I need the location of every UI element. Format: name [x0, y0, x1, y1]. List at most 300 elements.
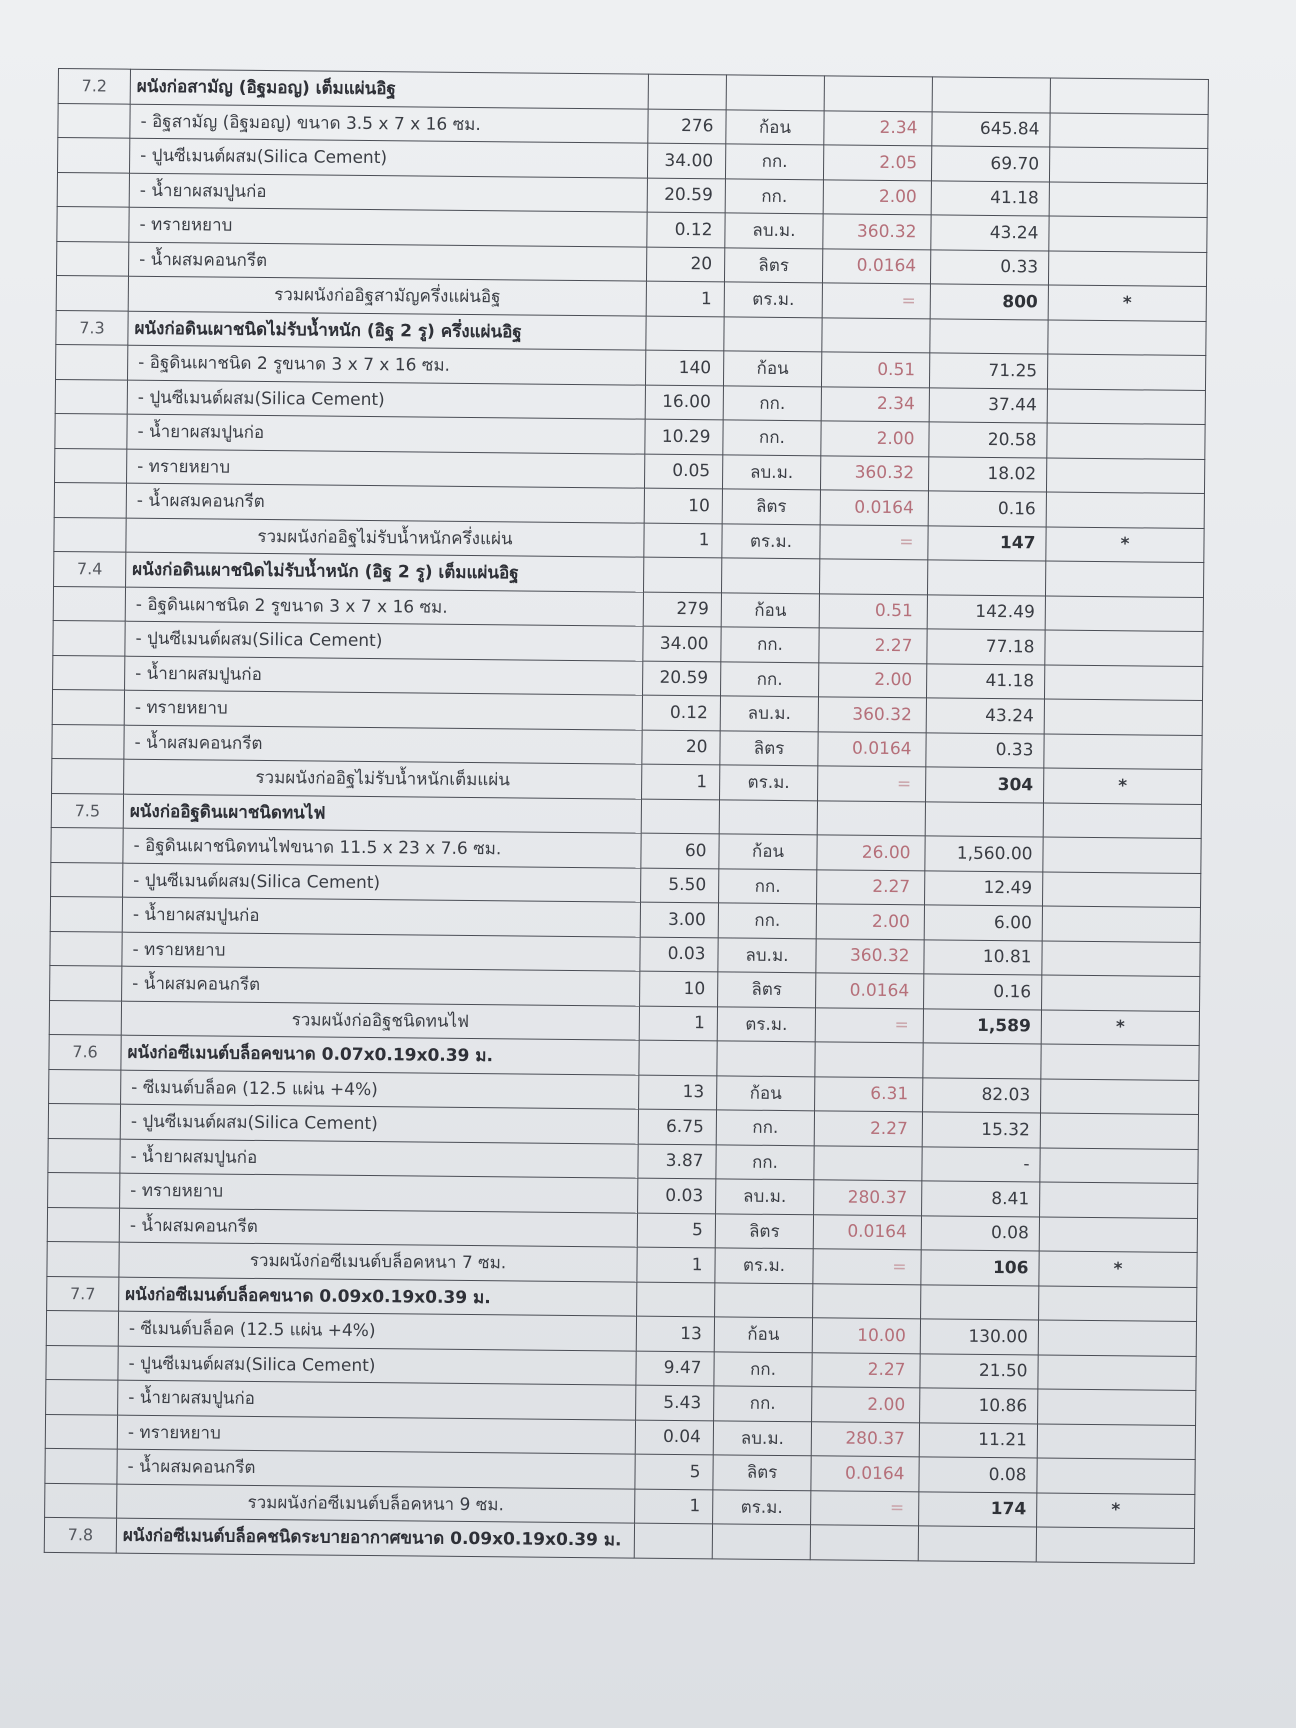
empty-cell	[1043, 802, 1201, 838]
unit-price: 360.32	[820, 455, 928, 491]
empty-cell	[53, 655, 125, 690]
empty-cell	[819, 559, 927, 595]
line-amount: 130.00	[920, 1319, 1038, 1355]
total-quantity: 1	[635, 1489, 713, 1524]
empty-cell	[824, 76, 932, 112]
material-description: - น้ำผสมคอนกรีต	[122, 966, 640, 1005]
unit-price: 2.00	[818, 662, 926, 698]
empty-cell	[1049, 216, 1207, 252]
material-quantity: 279	[643, 592, 721, 627]
material-unit: ลิตร	[713, 1455, 811, 1490]
empty-cell	[1041, 1044, 1199, 1080]
empty-cell	[1045, 596, 1203, 632]
cost-table-sheet	[44, 68, 1208, 1563]
empty-cell	[53, 620, 125, 655]
material-quantity: 20.59	[647, 178, 725, 213]
line-amount: 645.84	[932, 111, 1050, 147]
material-description: - ทรายหยาบ	[117, 1415, 635, 1454]
total-unit: ตร.ม.	[717, 1006, 815, 1041]
material-unit: ลบ.ม.	[718, 937, 816, 972]
empty-cell	[1037, 1458, 1195, 1494]
section-title: ผนังก่อซีเมนต์บล็อคชนิดระบายอากาศขนาด 0.09x0.19x0.39 ม.	[116, 1518, 634, 1557]
material-unit: ลบ.ม.	[725, 213, 823, 248]
unit-price: 0.0164	[818, 731, 926, 767]
material-description: - อิฐดินเผาชนิด 2 รูขนาด 3 x 7 x 16 ซม.	[125, 587, 643, 626]
empty-cell	[1038, 1354, 1196, 1390]
empty-cell	[1042, 940, 1200, 976]
line-amount: 12.49	[925, 870, 1043, 906]
unit-price: 26.00	[817, 835, 925, 871]
empty-cell	[822, 317, 930, 353]
empty-cell	[1039, 1285, 1197, 1321]
material-description: - อิฐดินเผาชนิด 2 รูขนาด 3 x 7 x 16 ซม.	[128, 345, 646, 384]
total-price-marker: =	[815, 1007, 923, 1043]
line-amount: 10.86	[920, 1388, 1038, 1424]
material-unit: ก้อน	[717, 1075, 815, 1110]
material-description: - น้ำยาผสมปูนก่อ	[125, 656, 643, 695]
material-quantity: 16.00	[645, 385, 723, 420]
material-description: - น้ำยาผสมปูนก่อ	[129, 173, 647, 212]
material-description: - น้ำผสมคอนกรีต	[117, 1449, 635, 1488]
material-quantity: 0.03	[640, 937, 718, 972]
total-label: รวมผนังก่ออิฐไม่รับน้ำหนักเต็มแผ่น	[124, 759, 642, 798]
material-description: - น้ำผสมคอนกรีต	[124, 725, 642, 764]
material-quantity: 5.43	[636, 1385, 714, 1420]
empty-cell	[639, 1040, 717, 1075]
unit-price: 0.0164	[822, 248, 930, 284]
unit-price: 360.32	[823, 214, 931, 250]
empty-cell	[1050, 78, 1208, 114]
material-description: - ปูนซีเมนต์ผสม(Silica Cement)	[123, 863, 641, 902]
empty-cell	[1044, 665, 1202, 701]
empty-cell	[50, 931, 122, 966]
material-quantity: 9.47	[636, 1351, 714, 1386]
line-amount: 82.03	[923, 1077, 1041, 1113]
section-number: 7.2	[58, 69, 130, 104]
empty-cell	[1046, 458, 1204, 494]
line-amount: 1,560.00	[925, 836, 1043, 872]
material-unit: ลบ.ม.	[722, 454, 820, 489]
empty-cell	[1043, 837, 1201, 873]
empty-cell	[923, 1043, 1041, 1079]
empty-cell	[53, 586, 125, 621]
total-mark: *	[1048, 285, 1206, 321]
line-amount: 77.18	[927, 629, 1045, 665]
empty-cell	[56, 344, 128, 379]
total-unit: ตร.ม.	[724, 282, 822, 317]
material-description: - อิฐดินเผาชนิดทนไฟขนาด 11.5 x 23 x 7.6 ซม.	[123, 828, 641, 867]
section-title: ผนังก่อซีเมนต์บล็อคขนาด 0.07x0.19x0.39 ม.	[121, 1035, 639, 1074]
empty-cell	[921, 1284, 1039, 1320]
section-number: 7.8	[44, 1517, 116, 1552]
empty-cell	[46, 1345, 118, 1380]
material-unit: กก.	[718, 903, 816, 938]
material-description: - ปูนซีเมนต์ผสม(Silica Cement)	[129, 138, 647, 177]
material-description: - น้ำยาผสมปูนก่อ	[120, 1139, 638, 1178]
section-number: 7.5	[51, 793, 123, 828]
material-quantity: 60	[641, 833, 719, 868]
line-amount: 10.81	[924, 939, 1042, 975]
material-description: - ทรายหยาบ	[127, 449, 645, 488]
empty-cell	[1048, 251, 1206, 287]
empty-cell	[1047, 423, 1205, 459]
material-unit: ลบ.ม.	[720, 696, 818, 731]
empty-cell	[1039, 1216, 1197, 1252]
empty-cell	[644, 557, 722, 592]
total-quantity: 1	[644, 523, 722, 558]
material-quantity: 20	[646, 247, 724, 282]
material-description: - ทรายหยาบ	[129, 207, 647, 246]
empty-cell	[47, 1241, 119, 1276]
empty-cell	[58, 103, 130, 138]
empty-cell	[932, 77, 1050, 113]
total-price-marker: =	[820, 524, 928, 560]
empty-cell	[1047, 354, 1205, 390]
empty-cell	[1040, 1113, 1198, 1149]
unit-price: 2.27	[814, 1111, 922, 1147]
total-amount: 1,589	[923, 1008, 1041, 1044]
line-amount: 43.24	[931, 215, 1049, 251]
total-label: รวมผนังก่อซีเมนต์บล็อคหนา 7 ซม.	[119, 1242, 637, 1281]
empty-cell	[1042, 906, 1200, 942]
material-unit: ลิตร	[720, 730, 818, 765]
empty-cell	[634, 1523, 712, 1558]
unit-price: 0.0164	[811, 1456, 919, 1492]
empty-cell	[49, 1000, 121, 1035]
empty-cell	[715, 1282, 813, 1317]
empty-cell	[1044, 733, 1202, 769]
material-quantity: 20.59	[643, 661, 721, 696]
unit-price: 2.27	[817, 869, 925, 905]
material-quantity: 20	[642, 730, 720, 765]
material-quantity: 34.00	[647, 143, 725, 178]
total-unit: ตร.ม.	[722, 523, 820, 558]
total-quantity: 1	[642, 764, 720, 799]
total-mark: *	[1046, 527, 1204, 563]
material-description: - น้ำยาผสมปูนก่อ	[118, 1380, 636, 1419]
empty-cell	[726, 75, 824, 110]
empty-cell	[57, 172, 129, 207]
unit-price: 2.00	[823, 179, 931, 215]
empty-cell	[1038, 1320, 1196, 1356]
empty-cell	[813, 1283, 921, 1319]
empty-cell	[721, 558, 819, 593]
material-description: - ทรายหยาบ	[124, 690, 642, 729]
unit-price: 360.32	[816, 938, 924, 974]
empty-cell	[637, 1282, 715, 1317]
unit-price	[814, 1145, 922, 1181]
total-quantity: 1	[637, 1247, 715, 1282]
unit-price: 10.00	[812, 1318, 920, 1354]
empty-cell	[46, 1310, 118, 1345]
material-unit: ก้อน	[726, 109, 824, 144]
empty-cell	[1047, 389, 1205, 425]
unit-price: 2.34	[821, 386, 929, 422]
line-amount: 41.18	[926, 663, 1044, 699]
material-unit: ลิตร	[718, 972, 816, 1007]
unit-price: 2.34	[824, 110, 932, 146]
line-amount: 18.02	[928, 456, 1046, 492]
empty-cell	[1049, 182, 1207, 218]
empty-cell	[51, 862, 123, 897]
total-amount: 174	[919, 1491, 1037, 1527]
line-amount: 0.08	[919, 1457, 1037, 1493]
empty-cell	[55, 448, 127, 483]
material-description: - ปูนซีเมนต์ผสม(Silica Cement)	[125, 621, 643, 660]
material-description: - ซีเมนต์บล็อค (12.5 แผ่น +4%)	[118, 1311, 636, 1350]
material-quantity: 10	[640, 971, 718, 1006]
material-quantity: 0.12	[647, 212, 725, 247]
line-amount: 41.18	[931, 180, 1049, 216]
unit-price: 0.0164	[816, 973, 924, 1009]
line-amount: 8.41	[922, 1181, 1040, 1217]
material-unit: กก.	[721, 661, 819, 696]
total-amount: 304	[926, 767, 1044, 803]
unit-price: 360.32	[818, 697, 926, 733]
total-amount: 147	[928, 525, 1046, 561]
material-unit: กก.	[714, 1351, 812, 1386]
line-amount: 142.49	[927, 594, 1045, 630]
empty-cell	[1045, 561, 1203, 597]
line-amount: -	[922, 1146, 1040, 1182]
material-quantity: 5	[635, 1454, 713, 1489]
total-unit: ตร.ม.	[713, 1489, 811, 1524]
line-amount: 0.08	[921, 1215, 1039, 1251]
material-quantity: 3.00	[640, 902, 718, 937]
empty-cell	[925, 801, 1043, 837]
section-number: 7.6	[49, 1034, 121, 1069]
material-description: - อิฐสามัญ (อิฐมอญ) ขนาด 3.5 x 7 x 16 ซม.	[130, 104, 648, 143]
empty-cell	[52, 689, 124, 724]
empty-cell	[52, 724, 124, 759]
material-quantity: 34.00	[643, 626, 721, 661]
material-description: - น้ำยาผสมปูนก่อ	[122, 897, 640, 936]
total-amount: 800	[930, 284, 1048, 320]
empty-cell	[927, 560, 1045, 596]
empty-cell	[50, 896, 122, 931]
empty-cell	[49, 1069, 121, 1104]
empty-cell	[810, 1525, 918, 1561]
empty-cell	[57, 241, 129, 276]
section-title: ผนังก่ออิฐดินเผาชนิดทนไฟ	[123, 794, 641, 833]
total-quantity: 1	[639, 1006, 717, 1041]
line-amount: 0.33	[930, 249, 1048, 285]
unit-price: 0.0164	[820, 490, 928, 526]
material-description: - ปูนซีเมนต์ผสม(Silica Cement)	[127, 380, 645, 419]
material-unit: ลบ.ม.	[716, 1179, 814, 1214]
unit-price: 2.00	[821, 421, 929, 457]
unit-price: 280.37	[814, 1180, 922, 1216]
total-price-marker: =	[813, 1249, 921, 1285]
empty-cell	[646, 316, 724, 351]
material-unit: กก.	[714, 1386, 812, 1421]
material-unit: ลิตร	[722, 489, 820, 524]
empty-cell	[54, 482, 126, 517]
material-unit: ก้อน	[721, 592, 819, 627]
material-quantity: 5	[637, 1213, 715, 1248]
empty-cell	[817, 800, 925, 836]
line-amount: 15.32	[922, 1112, 1040, 1148]
total-amount: 106	[921, 1250, 1039, 1286]
unit-price: 6.31	[815, 1076, 923, 1112]
material-unit: กก.	[723, 420, 821, 455]
empty-cell	[45, 1414, 117, 1449]
unit-price: 2.00	[812, 1387, 920, 1423]
section-number: 7.7	[47, 1276, 119, 1311]
empty-cell	[719, 799, 817, 834]
material-description: - ปูนซีเมนต์ผสม(Silica Cement)	[120, 1104, 638, 1143]
material-description: - ทรายหยาบ	[120, 1173, 638, 1212]
total-quantity: 1	[646, 281, 724, 316]
empty-cell	[48, 1103, 120, 1138]
material-quantity: 3.87	[638, 1144, 716, 1179]
empty-cell	[1044, 699, 1202, 735]
section-title: ผนังก่อสามัญ (อิฐมอญ) เต็มแผ่นอิฐ	[130, 69, 648, 108]
total-mark: *	[1037, 1492, 1195, 1528]
empty-cell	[1040, 1147, 1198, 1183]
unit-price: 2.00	[816, 904, 924, 940]
unit-price: 0.51	[821, 352, 929, 388]
line-amount: 37.44	[929, 387, 1047, 423]
empty-cell	[50, 965, 122, 1000]
unit-price: 0.51	[819, 593, 927, 629]
total-price-marker: =	[811, 1490, 919, 1526]
empty-cell	[641, 799, 719, 834]
material-unit: กก.	[725, 144, 823, 179]
empty-cell	[58, 138, 130, 173]
empty-cell	[1043, 871, 1201, 907]
empty-cell	[47, 1207, 119, 1242]
line-amount: 11.21	[919, 1422, 1037, 1458]
line-amount: 6.00	[924, 905, 1042, 941]
empty-cell	[930, 318, 1048, 354]
line-amount: 21.50	[920, 1353, 1038, 1389]
material-unit: ลิตร	[715, 1213, 813, 1248]
empty-cell	[45, 1448, 117, 1483]
material-cost-table	[44, 68, 1209, 1563]
total-mark: *	[1039, 1251, 1197, 1287]
empty-cell	[815, 1042, 923, 1078]
material-unit: ก้อน	[719, 834, 817, 869]
material-description: - ซีเมนต์บล็อค (12.5 แผ่น +4%)	[121, 1070, 639, 1109]
unit-price: 2.27	[819, 628, 927, 664]
empty-cell	[45, 1483, 117, 1518]
empty-cell	[918, 1526, 1036, 1562]
total-unit: ตร.ม.	[715, 1248, 813, 1283]
line-amount: 20.58	[929, 422, 1047, 458]
empty-cell	[1045, 630, 1203, 666]
line-amount: 69.70	[931, 146, 1049, 182]
line-amount: 43.24	[926, 698, 1044, 734]
material-quantity: 0.12	[642, 695, 720, 730]
unit-price: 2.05	[823, 145, 931, 181]
material-description: - น้ำผสมคอนกรีต	[126, 483, 644, 522]
material-quantity: 13	[636, 1316, 714, 1351]
material-quantity: 5.50	[641, 868, 719, 903]
material-unit: ก้อน	[714, 1317, 812, 1352]
material-unit: กก.	[719, 868, 817, 903]
line-amount: 0.16	[924, 974, 1042, 1010]
empty-cell	[1036, 1527, 1194, 1563]
material-unit: ลบ.ม.	[713, 1420, 811, 1455]
total-price-marker: =	[822, 283, 930, 319]
empty-cell	[1038, 1389, 1196, 1425]
material-unit: กก.	[716, 1144, 814, 1179]
table-body	[44, 69, 1208, 1563]
material-quantity: 276	[648, 109, 726, 144]
empty-cell	[55, 379, 127, 414]
section-title: ผนังก่อดินเผาชนิดไม่รับน้ำหนัก (อิฐ 2 รู) เต็มแผ่นอิฐ	[126, 552, 644, 591]
material-description: - น้ำผสมคอนกรีต	[119, 1208, 637, 1247]
empty-cell	[1037, 1423, 1195, 1459]
material-quantity: 0.04	[635, 1420, 713, 1455]
material-unit: ก้อน	[723, 351, 821, 386]
material-quantity: 10	[644, 488, 722, 523]
total-label: รวมผนังก่ออิฐสามัญครึ่งแผ่นอิฐ	[128, 276, 646, 315]
material-quantity: 0.05	[644, 454, 722, 489]
material-quantity: 0.03	[638, 1178, 716, 1213]
empty-cell	[56, 275, 128, 310]
section-title: ผนังก่อซีเมนต์บล็อคขนาด 0.09x0.19x0.39 ม.	[119, 1277, 637, 1316]
empty-cell	[48, 1172, 120, 1207]
empty-cell	[717, 1041, 815, 1076]
material-unit: ลิตร	[724, 247, 822, 282]
material-description: - ปูนซีเมนต์ผสม(Silica Cement)	[118, 1346, 636, 1385]
empty-cell	[712, 1524, 810, 1559]
unit-price: 2.27	[812, 1352, 920, 1388]
empty-cell	[648, 74, 726, 109]
material-quantity: 6.75	[638, 1109, 716, 1144]
line-amount: 71.25	[929, 353, 1047, 389]
empty-cell	[54, 517, 126, 552]
line-amount: 0.16	[928, 491, 1046, 527]
total-label: รวมผนังก่อซีเมนต์บล็อคหนา 9 ซม.	[117, 1484, 635, 1523]
material-quantity: 13	[639, 1075, 717, 1110]
empty-cell	[55, 413, 127, 448]
total-label: รวมผนังก่ออิฐไม่รับน้ำหนักครึ่งแผ่น	[126, 518, 644, 557]
total-unit: ตร.ม.	[720, 765, 818, 800]
section-number: 7.4	[54, 551, 126, 586]
empty-cell	[57, 206, 129, 241]
empty-cell	[1050, 113, 1208, 149]
line-amount: 0.33	[926, 732, 1044, 768]
empty-cell	[1041, 1078, 1199, 1114]
empty-cell	[724, 316, 822, 351]
empty-cell	[51, 827, 123, 862]
total-mark: *	[1041, 1009, 1199, 1045]
empty-cell	[1042, 975, 1200, 1011]
empty-cell	[1040, 1182, 1198, 1218]
unit-price: 0.0164	[813, 1214, 921, 1250]
section-number: 7.3	[56, 310, 128, 345]
empty-cell	[1049, 147, 1207, 183]
material-quantity: 140	[645, 350, 723, 385]
material-unit: กก.	[721, 627, 819, 662]
unit-price: 280.37	[811, 1421, 919, 1457]
empty-cell	[1048, 320, 1206, 356]
total-mark: *	[1043, 768, 1201, 804]
total-label: รวมผนังก่ออิฐชนิดทนไฟ	[121, 1001, 639, 1040]
material-description: - น้ำผสมคอนกรีต	[129, 242, 647, 281]
empty-cell	[52, 758, 124, 793]
material-description: - น้ำยาผสมปูนก่อ	[127, 414, 645, 453]
empty-cell	[46, 1379, 118, 1414]
empty-cell	[48, 1138, 120, 1173]
section-title: ผนังก่อดินเผาชนิดไม่รับน้ำหนัก (อิฐ 2 รู) ครึ่งแผ่นอิฐ	[128, 311, 646, 350]
total-price-marker: =	[818, 766, 926, 802]
material-description: - ทรายหยาบ	[122, 932, 640, 971]
empty-cell	[1046, 492, 1204, 528]
